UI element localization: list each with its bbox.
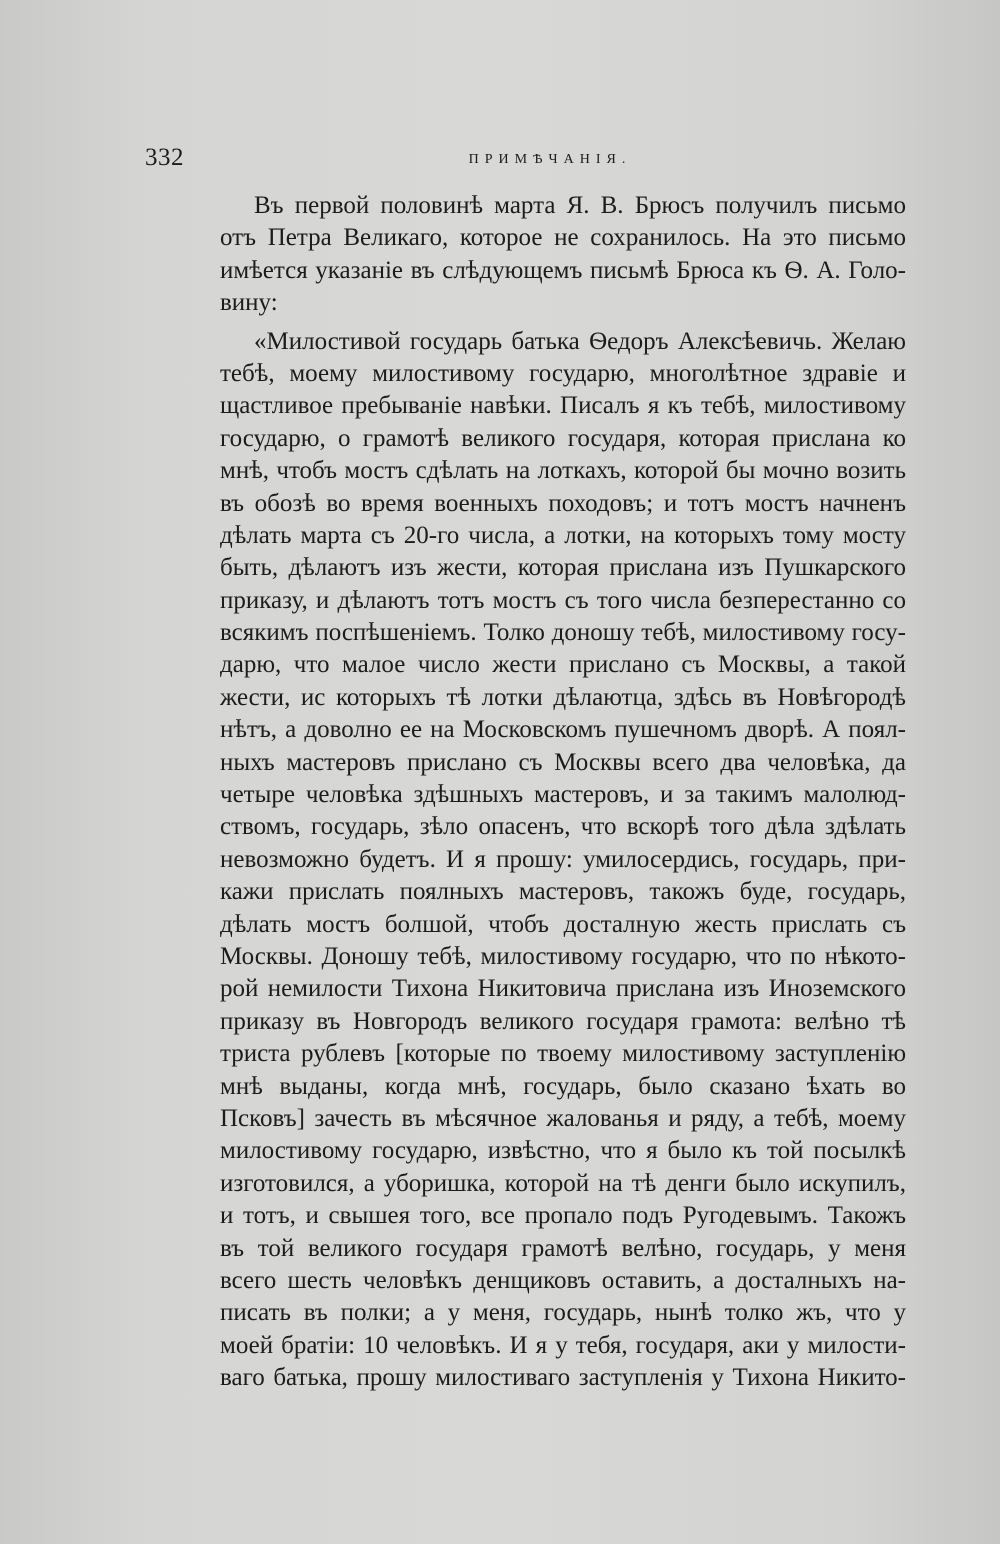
page-header: [145, 144, 915, 180]
page-number: 332: [145, 144, 184, 171]
text-line: рой немилости Тихона Никитовича прислана изъ Иноземского: [220, 975, 906, 1003]
text-line: имѣется указаніе въ слѣдующемъ письмѣ Брюса къ Ѳ. А. Голо-: [220, 256, 906, 284]
text-line: дѣлать марта съ 20-го числа, а лотки, на которыхъ тому мосту: [220, 521, 906, 549]
text-line: жести, ис которыхъ тѣ лотки дѣлаютца, здѣсь въ Новѣгородѣ: [220, 683, 906, 711]
text-line: Въ первой половинѣ марта Я. В. Брюсъ получилъ письмо: [254, 192, 906, 219]
text-line: щастливое пребываніе навѣки. Писалъ я къ тебѣ, милостивому: [220, 392, 906, 420]
text-line: невозможно будетъ. И я прошу: умилосердись, государь, при-: [220, 845, 906, 873]
body-text: [220, 190, 906, 1394]
text-line: кажи прислать поялныхъ мастеровъ, такожъ буде, государь,: [220, 878, 906, 906]
text-line: отъ Петра Великаго, которое не сохранилось. На это письмо: [220, 224, 906, 252]
text-line: тебѣ, моему милостивому государю, многолѣтное здравіе и: [220, 359, 906, 387]
running-head: ПРИМѢЧАНІЯ.: [468, 152, 632, 167]
text-line: всего шесть человѣкъ денщиковъ оставить, а досталныхъ на-: [220, 1266, 906, 1294]
text-line: Псковъ] зачесть въ мѣсячное жалованья и ряду, а тебѣ, моему: [220, 1104, 906, 1132]
text-line: приказу, и дѣлаютъ тотъ мостъ съ того числа безперестанно со: [220, 586, 906, 614]
text-line: быть, дѣлаютъ изъ жести, которая прислана изъ Пушкарского: [220, 554, 906, 582]
text-line: ваго батька, прошу милостиваго заступленія у Тихона Никито-: [220, 1364, 906, 1392]
text-line: въ обозѣ во время военныхъ походовъ; и тотъ мостъ начненъ: [220, 489, 906, 517]
text-line: изготовился, а уборишка, которой на тѣ денги было искупилъ,: [220, 1169, 906, 1197]
text-line: государю, о грамотѣ великого государя, которая прислана ко: [220, 424, 906, 452]
text-line: нѣтъ, а доволно ее на Московскомъ пушечномъ дворѣ. А поял-: [220, 716, 906, 744]
text-line: «Милостивой государь батька Ѳедоръ Алексѣевичь. Желаю: [254, 327, 906, 355]
text-line: и тотъ, и свышея того, все пропало подъ Ругодевымъ. Такожъ: [220, 1202, 906, 1230]
text-line: дѣлать мостъ болшой, чтобъ досталную жесть прислать съ: [220, 910, 906, 938]
text-line: четыре человѣка здѣшныхъ мастеровъ, и за такимъ малолюд-: [220, 781, 906, 809]
paragraph-2: [220, 326, 906, 1395]
text-line: триста рублевъ [которые по твоему милостивому заступленію: [220, 1040, 906, 1068]
text-line: ствомъ, государь, зѣло опасенъ, что вскорѣ того дѣла здѣлать: [220, 813, 906, 841]
text-line: вину:: [220, 289, 278, 317]
text-line: писать въ полки; а у меня, государь, нынѣ толко жъ, что у: [220, 1299, 906, 1327]
text-line: милостивому государю, извѣстно, что я было къ той посылкѣ: [220, 1137, 906, 1165]
text-line: ныхъ мастеровъ прислано съ Москвы всего два человѣка, да: [220, 748, 906, 776]
paragraph-1: [220, 190, 906, 320]
text-line: въ той великого государя грамотѣ велѣно, государь, у меня: [220, 1234, 906, 1262]
text-line: Москвы. Доношу тебѣ, милостивому государю, что по нѣкото-: [220, 942, 906, 970]
text-line: мнѣ выданы, когда мнѣ, государь, было сказано ѣхать во: [220, 1072, 906, 1100]
text-line: приказу въ Новгородъ великого государя грамота: велѣно тѣ: [220, 1007, 906, 1035]
text-line: всякимъ поспѣшеніемъ. Толко доношу тебѣ, милостивому госу-: [220, 619, 906, 647]
text-line: дарю, что малое число жести прислано съ Москвы, а такой: [220, 651, 906, 679]
text-line: мнѣ, чтобъ мостъ сдѣлать на лоткахъ, которой бы мочно возить: [220, 457, 906, 485]
text-line: моей братіи: 10 человѣкъ. И я у тебя, государя, аки у милости-: [220, 1331, 906, 1359]
